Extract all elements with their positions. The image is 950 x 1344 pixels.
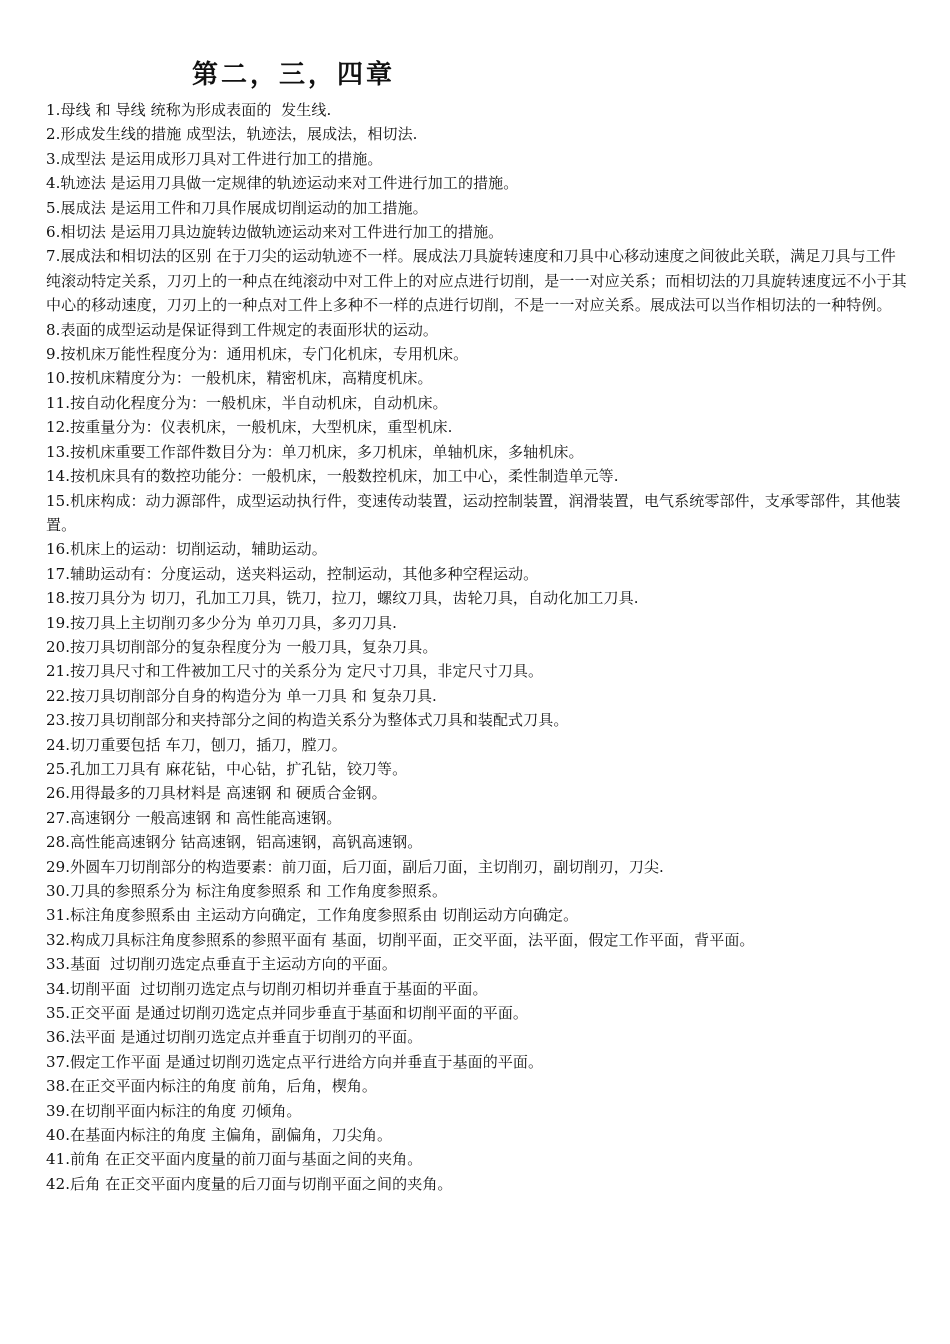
list-item: 32.构成刀具标注角度参照系的参照平面有 基面，切削平面，正交平面，法平面，假定工作平面，背平面。 <box>46 930 755 949</box>
list-item: 38.在正交平面内标注的角度 前角，后角，楔角。 <box>46 1077 378 1096</box>
list-item: 19.按刀具上主切削刃多少分为 单刃刀具，多刃刀具. <box>46 613 397 632</box>
list-item: 31.标注角度参照系由 主运动方向确定，工作角度参照系由 切削运动方向确定。 <box>46 906 579 925</box>
list-item: 14.按机床具有的数控功能分：一般机床，一般数控机床，加工中心，柔性制造单元等. <box>46 467 619 486</box>
list-item: 11.按自动化程度分为：一般机床，半自动机床，自动机床。 <box>46 393 448 412</box>
list-item: 36.法平面 是通过切削刃选定点并垂直于切削刃的平面。 <box>46 1028 423 1047</box>
item-list <box>46 98 908 1196</box>
list-item: 22.按刀具切削部分自身的构造分为 单一刀具 和 复杂刀具. <box>46 686 437 705</box>
list-item: 35.正交平面 是通过切削刃选定点并同步垂直于基面和切削平面的平面。 <box>46 1004 529 1023</box>
page-title: 第二，三，四章 <box>192 60 396 90</box>
list-item: 8.表面的成型运动是保证得到工件规定的表面形状的运动。 <box>46 320 439 339</box>
list-item: 7.展成法和相切法的区别 在于刀尖的运动轨迹不一样。展成法刀具旋转速度和刀具中心移动速度之间彼此关联，满足刀具与工件纯滚动特定关系，刀刃上的一种点在纯滚动中对工件上的对应点进行切削，是一一对应关系；而相切法的刀具旋转速度远不小于其中心的移动速度，刀刃上的一种点对工件上多种不一样的点进行切削，不是一一对应关系。展成法可以当作相切法的一种特例。 <box>46 247 907 315</box>
list-item: 34.切削平面 过切削刃选定点与切削刃相切并垂直于基面的平面。 <box>46 979 488 998</box>
list-item: 18.按刀具分为 切刀，孔加工刀具，铣刀，拉刀，螺纹刀具，齿轮刀具，自动化加工刀具. <box>46 589 639 608</box>
list-item: 17.辅助运动有：分度运动，送夹料运动，控制运动，其他多种空程运动。 <box>46 564 539 583</box>
list-item: 15.机床构成：动力源部件，成型运动执行件，变速传动装置，运动控制装置，润滑装置，电气系统零部件，支承零部件，其他装置。 <box>46 491 901 534</box>
list-item: 3.成型法 是运用成形刀具对工件进行加工的措施。 <box>46 149 383 168</box>
list-item: 23.按刀具切削部分和夹持部分之间的构造关系分为整体式刀具和装配式刀具。 <box>46 711 569 730</box>
list-item: 12.按重量分为：仪表机床，一般机床，大型机床，重型机床. <box>46 418 453 437</box>
list-item: 1.母线 和 导线 统称为形成表面的 发生线. <box>46 101 332 119</box>
list-item: 33.基面 过切削刃选定点垂直于主运动方向的平面。 <box>46 955 397 974</box>
list-item: 26.用得最多的刀具材料是 高速钢 和 硬质合金钢。 <box>46 784 387 803</box>
document-page <box>46 0 908 1196</box>
list-item: 2.形成发生线的措施 成型法，轨迹法，展成法，相切法. <box>46 125 418 144</box>
list-item: 39.在切削平面内标注的角度 刃倾角。 <box>46 1101 302 1120</box>
list-item: 4.轨迹法 是运用刀具做一定规律的轨迹运动来对工件进行加工的措施。 <box>46 174 519 193</box>
list-item: 16.机床上的运动：切削运动，辅助运动。 <box>46 540 327 559</box>
list-item: 24.切刀重要包括 车刀，刨刀，插刀，膛刀。 <box>46 735 347 754</box>
list-item: 21.按刀具尺寸和工件被加工尺寸的关系分为 定尺寸刀具，非定尺寸刀具。 <box>46 662 544 681</box>
list-item: 25.孔加工刀具有 麻花钻，中心钻，扩孔钻，铰刀等。 <box>46 759 408 778</box>
list-item: 29.外圆车刀切削部分的构造要素：前刀面，后刀面，副后刀面，主切削刃，副切削刃，刀尖. <box>46 857 664 876</box>
list-item: 10.按机床精度分为：一般机床，精密机床，高精度机床。 <box>46 369 433 388</box>
list-item: 20.按刀具切削部分的复杂程度分为 一般刀具，复杂刀具。 <box>46 637 438 656</box>
list-item: 13.按机床重要工作部件数目分为：单刀机床，多刀机床，单轴机床，多轴机床。 <box>46 442 584 461</box>
list-item: 37.假定工作平面 是通过切削刃选定点平行进给方向并垂直于基面的平面。 <box>46 1052 544 1071</box>
list-item: 28.高性能高速钢分 钴高速钢，铝高速钢，高钒高速钢。 <box>46 833 423 852</box>
list-item: 42.后角 在正交平面内度量的后刀面与切削平面之间的夹角。 <box>46 1174 453 1193</box>
list-item: 30.刀具的参照系分为 标注角度参照系 和 工作角度参照系。 <box>46 882 448 900</box>
list-item: 40.在基面内标注的角度 主偏角，副偏角，刀尖角。 <box>46 1126 393 1145</box>
list-item: 6.相切法 是运用刀具边旋转边做轨迹运动来对工件进行加工的措施。 <box>46 223 504 242</box>
list-item: 5.展成法 是运用工件和刀具作展成切削运动的加工措施。 <box>46 198 428 217</box>
list-item: 27.高速钢分 一般高速钢 和 高性能高速钢。 <box>46 808 342 827</box>
list-item: 41.前角 在正交平面内度量的前刀面与基面之间的夹角。 <box>46 1150 423 1169</box>
list-item: 9.按机床万能性程度分为：通用机床，专门化机床，专用机床。 <box>46 345 469 364</box>
